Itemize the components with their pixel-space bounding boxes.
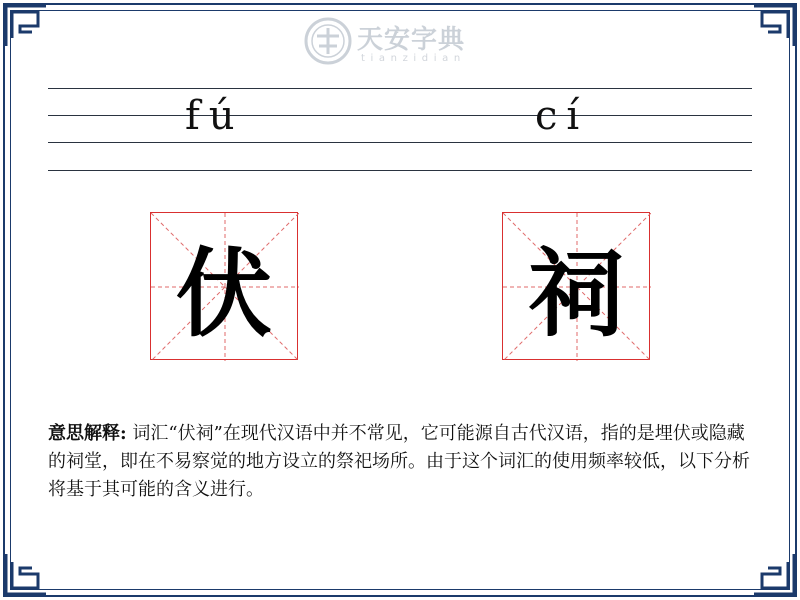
hanzi-character: 伏 xyxy=(176,236,272,350)
pinyin-line xyxy=(48,88,752,89)
pinyin-syllable: cí xyxy=(535,93,589,139)
hanzi-character: 祠 xyxy=(528,236,624,350)
explanation-text: 词汇“伏祠”在现代汉语中并不常见，它可能源自古代汉语，指的是埋伏或隐藏的祠堂，即在不易察觉的地方设立的祭祀场所。由于这个词汇的使用频率较低，以下分析将基于其可能的含义进行。 xyxy=(48,423,750,500)
corner-ornament-icon xyxy=(4,4,48,48)
pinyin-syllable: fú xyxy=(185,93,244,139)
pinyin-line xyxy=(48,170,752,171)
character-grid-box xyxy=(502,212,650,360)
explanation-separator: : xyxy=(120,423,127,444)
pinyin-line xyxy=(48,115,752,116)
character-grid-box xyxy=(150,212,298,360)
tianan-seal-logo-icon xyxy=(303,16,353,66)
explanation-paragraph xyxy=(48,420,753,504)
corner-ornament-icon xyxy=(752,4,796,48)
corner-ornament-icon xyxy=(752,552,796,596)
pinyin-line xyxy=(48,142,752,143)
watermark-subtitle: tianzidian xyxy=(361,53,466,64)
watermark-title: 天安字典 xyxy=(357,25,466,55)
explanation-label: 意思解释 xyxy=(48,423,120,444)
watermark xyxy=(303,16,503,72)
corner-ornament-icon xyxy=(4,552,48,596)
